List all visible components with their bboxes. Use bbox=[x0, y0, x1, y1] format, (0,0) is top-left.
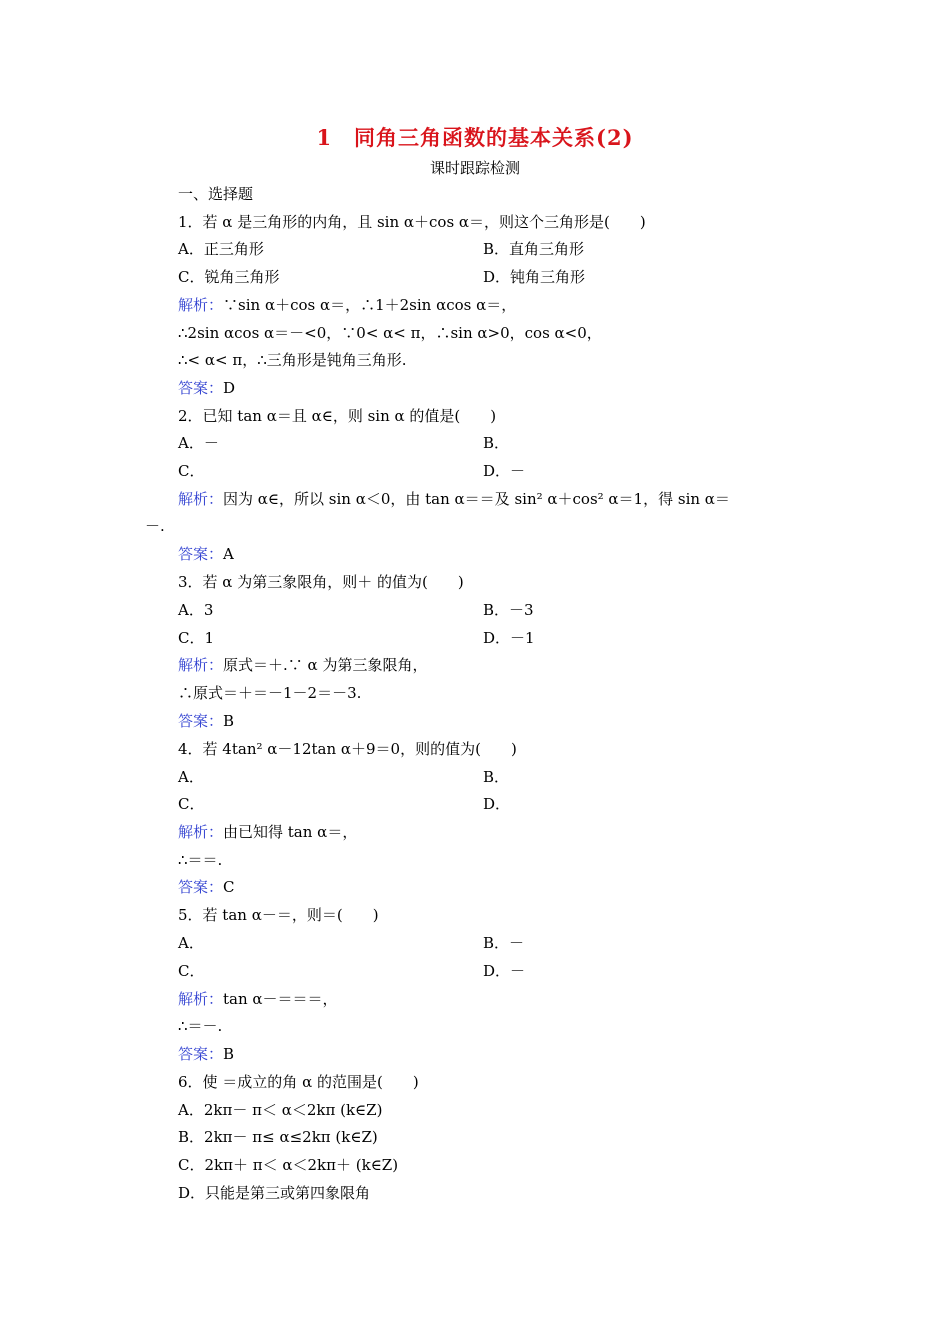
q2-analysis-line1: 因为 α∈，所以 sin α＜0，由 tan α＝＝及 sin² α＋cos² α＝1，得 sin α＝ bbox=[223, 490, 730, 508]
q2-answer bbox=[178, 544, 234, 564]
q5-option-d: D．－ bbox=[483, 962, 526, 980]
q5-analysis-line1: tan α－＝＝＝， bbox=[223, 990, 338, 1008]
q6-option-a: A．2kπ－ π＜ α＜2kπ (k∈Z) bbox=[178, 1101, 383, 1119]
answer-label: 答案： bbox=[178, 1045, 224, 1063]
q3-option-a: A．3 bbox=[178, 601, 214, 619]
analysis-label: 解析： bbox=[178, 296, 224, 314]
q2-option-d: D．－ bbox=[483, 462, 526, 480]
q5-analysis-line2: ∴＝－. bbox=[178, 1017, 223, 1035]
q1-answer bbox=[178, 378, 235, 398]
q2-answer-value: A bbox=[223, 545, 234, 563]
q1-option-b: B．直角三角形 bbox=[483, 240, 585, 258]
q5-answer bbox=[178, 1044, 234, 1064]
q1-option-c: C．锐角三角形 bbox=[178, 268, 280, 286]
q5-option-a: A． bbox=[178, 934, 204, 952]
answer-label: 答案： bbox=[178, 712, 224, 730]
q2-stem: 2．已知 tan α＝且 α∈，则 sin α 的值是( ) bbox=[178, 407, 497, 425]
q1-analysis bbox=[178, 295, 516, 315]
q3-option-c: C．1 bbox=[178, 629, 215, 647]
q2-analysis-line2: －. bbox=[145, 517, 165, 535]
analysis-label: 解析： bbox=[178, 990, 224, 1008]
q5-option-c: C． bbox=[178, 962, 205, 980]
q3-answer-value: B bbox=[223, 712, 235, 730]
answer-label: 答案： bbox=[178, 545, 224, 563]
q1-analysis-line3: ∴< α< π，∴三角形是钝角三角形. bbox=[178, 351, 407, 369]
q1-analysis-line2: ∴2sin αcos α＝－<0，∵0< α< π，∴sin α>0，cos α<0， bbox=[178, 324, 602, 342]
q3-answer bbox=[178, 711, 234, 731]
answer-label: 答案： bbox=[178, 878, 224, 896]
q6-option-c: C．2kπ＋ π＜ α＜2kπ＋ (k∈Z) bbox=[178, 1156, 399, 1174]
page-title: 1 同角三角函数的基本关系(2) bbox=[316, 125, 634, 150]
q3-analysis bbox=[178, 655, 427, 675]
q2-option-c: C． bbox=[178, 462, 205, 480]
q3-analysis-line1: 原式＝＋.∵ α 为第三象限角， bbox=[223, 656, 428, 674]
q5-answer-value: B bbox=[223, 1045, 235, 1063]
q4-analysis-line2: ∴＝＝. bbox=[178, 851, 223, 869]
q4-answer-value: C bbox=[223, 878, 235, 896]
q5-stem: 5．若 tan α－＝，则＝( ) bbox=[178, 906, 379, 924]
analysis-label: 解析： bbox=[178, 656, 224, 674]
page-subtitle: 课时跟踪检测 bbox=[429, 159, 520, 177]
q5-option-b: B．－ bbox=[483, 934, 525, 952]
q2-option-b: B． bbox=[483, 434, 510, 452]
q4-option-a: A． bbox=[178, 768, 204, 786]
q1-option-d: D．钝角三角形 bbox=[483, 268, 586, 286]
q3-stem: 3．若 α 为第三象限角，则＋ 的值为( ) bbox=[178, 573, 464, 591]
q1-analysis-line1: ∵sin α＋cos α＝，∴1＋2sin αcos α＝， bbox=[223, 296, 517, 314]
q2-option-a: A．－ bbox=[178, 434, 219, 452]
q6-option-d: D．只能是第三或第四象限角 bbox=[178, 1184, 371, 1202]
q4-option-b: B． bbox=[483, 768, 510, 786]
q1-stem: 1．若 α 是三角形的内角，且 sin α＋cos α＝，则这个三角形是( ) bbox=[178, 213, 646, 231]
q2-analysis bbox=[178, 489, 730, 509]
q3-option-b: B．－3 bbox=[483, 601, 534, 619]
q1-option-a: A．正三角形 bbox=[178, 240, 264, 258]
q6-option-b: B．2kπ－ π≤ α≤2kπ (k∈Z) bbox=[178, 1128, 378, 1146]
q6-stem: 6．使 ＝成立的角 α 的范围是( ) bbox=[178, 1073, 419, 1091]
q4-analysis-line1: 由已知得 tan α＝， bbox=[223, 823, 358, 841]
q3-analysis-line2: ∴原式＝＋＝－1－2＝－3. bbox=[178, 684, 362, 702]
q1-answer-value: D bbox=[223, 379, 236, 397]
q3-option-d: D．－1 bbox=[483, 629, 535, 647]
q4-stem: 4．若 4tan² α－12tan α＋9＝0，则的值为( ) bbox=[178, 740, 517, 758]
q4-option-d: D． bbox=[483, 795, 511, 813]
q4-analysis bbox=[178, 822, 357, 842]
analysis-label: 解析： bbox=[178, 490, 224, 508]
q5-analysis bbox=[178, 989, 338, 1009]
q4-option-c: C． bbox=[178, 795, 205, 813]
section-heading: 一、选择题 bbox=[178, 185, 254, 203]
analysis-label: 解析： bbox=[178, 823, 224, 841]
answer-label: 答案： bbox=[178, 379, 224, 397]
q4-answer bbox=[178, 877, 235, 897]
